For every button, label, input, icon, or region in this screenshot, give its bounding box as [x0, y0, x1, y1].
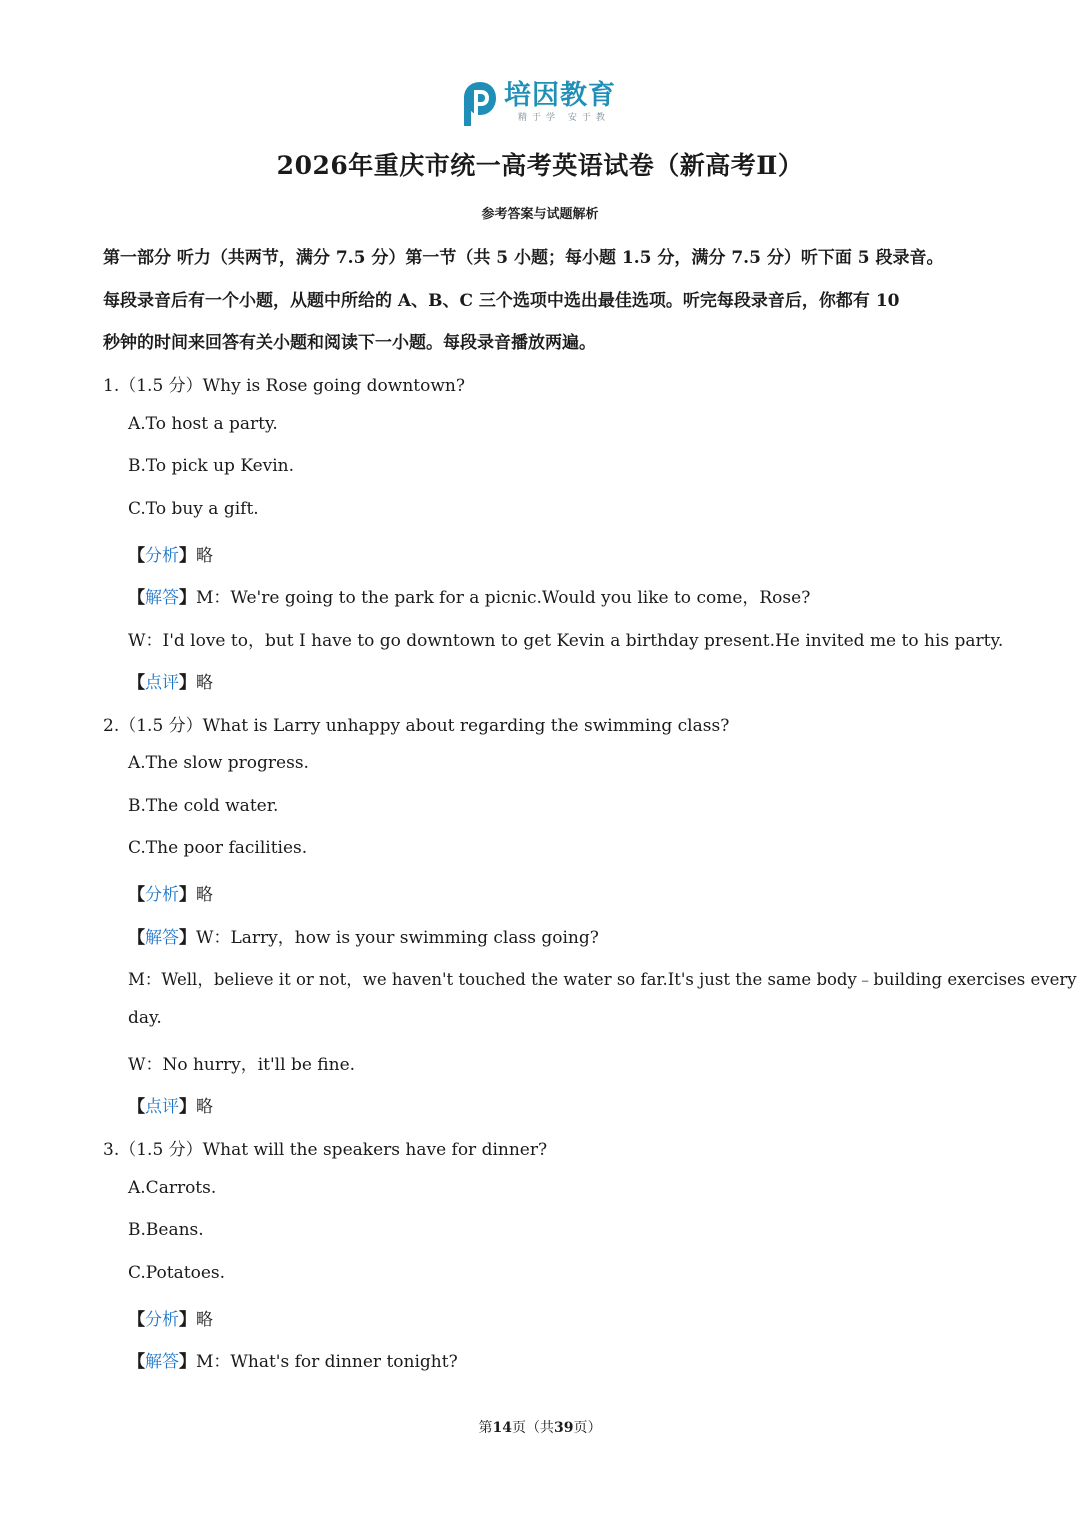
bracket-right: 】	[179, 673, 196, 693]
current-page-number: 14	[492, 1420, 512, 1436]
question-2-option-b: B.The cold water.	[128, 796, 279, 816]
question-2-answer	[128, 923, 599, 948]
analysis-text: 略	[196, 546, 213, 566]
logo-name: 培因教育	[504, 80, 616, 111]
bracket-left: 【	[128, 1352, 145, 1372]
bracket-right: 】	[179, 1097, 196, 1117]
analysis-text: 略	[196, 1310, 213, 1330]
analysis-label: 分析	[145, 546, 179, 566]
question-1-analysis	[128, 541, 213, 566]
bracket-left: 【	[128, 885, 145, 905]
question-1-stem: 1.（1.5 分）Why is Rose going downtown?	[103, 376, 465, 396]
question-2-stem: 2.（1.5 分）What is Larry unhappy about regarding the swimming class?	[103, 716, 730, 736]
question-1-comment	[128, 668, 213, 693]
answer-label: 解答	[145, 1352, 179, 1372]
logo-p-icon	[462, 80, 498, 130]
bracket-left: 【	[128, 588, 145, 608]
question-3-option-c: C.Potatoes.	[128, 1263, 226, 1283]
answer-text: W：Larry，how is your swimming class going?	[196, 928, 599, 948]
footer-suffix: 页）	[573, 1420, 602, 1436]
logo	[462, 80, 622, 132]
total-page-number: 39	[554, 1420, 574, 1436]
bracket-right: 】	[179, 1352, 196, 1372]
bracket-right: 】	[179, 885, 196, 905]
answer-label: 解答	[145, 928, 179, 948]
footer-middle: 页（共	[512, 1420, 554, 1436]
question-2-answer-line-4: W：No hurry，it'll be fine.	[128, 1055, 356, 1075]
document-title: 2026年重庆市统一高考英语试卷（新高考Ⅱ）	[276, 151, 804, 180]
footer-prefix: 第	[478, 1420, 493, 1436]
bracket-right: 】	[179, 546, 196, 566]
bracket-left: 【	[128, 546, 145, 566]
comment-label: 点评	[145, 1097, 179, 1117]
answer-label: 解答	[145, 588, 179, 608]
page-footer	[0, 1417, 1080, 1437]
question-3-option-a: A.Carrots.	[128, 1178, 217, 1198]
question-1-option-c: C.To buy a gift.	[128, 499, 259, 519]
intro-line-3: 秒钟的时间来回答有关小题和阅读下一小题。每段录音播放两遍。	[103, 333, 596, 353]
bracket-left: 【	[128, 1097, 145, 1117]
question-1-answer	[128, 583, 810, 608]
analysis-text: 略	[196, 885, 213, 905]
bracket-left: 【	[128, 673, 145, 693]
comment-label: 点评	[145, 673, 179, 693]
question-2-option-c: C.The poor facilities.	[128, 838, 308, 858]
bracket-right: 】	[179, 588, 196, 608]
question-2-analysis	[128, 880, 213, 905]
document-subtitle: 参考答案与试题解析	[481, 207, 599, 222]
question-3-answer	[128, 1347, 458, 1372]
analysis-label: 分析	[145, 1310, 179, 1330]
answer-text: M：What's for dinner tonight?	[196, 1352, 458, 1372]
question-2-comment	[128, 1092, 213, 1117]
question-1-option-a: A.To host a party.	[128, 414, 278, 434]
question-3-option-b: B.Beans.	[128, 1220, 204, 1240]
comment-text: 略	[196, 1097, 213, 1117]
question-3-stem: 3.（1.5 分）What will the speakers have for dinner?	[103, 1140, 548, 1160]
question-2-option-a: A.The slow progress.	[128, 753, 309, 773]
question-2-answer-line-2: M：Well，believe it or not，we haven't touched the water so far.It's just the same body﹣building exercises every	[128, 970, 1077, 989]
intro-line-1: 第一部分 听力（共两节，满分 7.5 分）第一节（共 5 小题；每小题 1.5 分，满分 7.5 分）听下面 5 段录音。	[103, 248, 944, 268]
analysis-label: 分析	[145, 885, 179, 905]
comment-text: 略	[196, 673, 213, 693]
answer-text: M：We're going to the park for a picnic.Would you like to come，Rose?	[196, 588, 811, 608]
bracket-left: 【	[128, 1310, 145, 1330]
question-3-analysis	[128, 1305, 213, 1330]
question-2-answer-line-3: day.	[128, 1008, 162, 1028]
bracket-right: 】	[179, 928, 196, 948]
bracket-right: 】	[179, 1310, 196, 1330]
question-1-option-b: B.To pick up Kevin.	[128, 456, 295, 476]
logo-slogan: 精于学 安于教	[518, 113, 610, 123]
bracket-left: 【	[128, 928, 145, 948]
intro-line-2: 每段录音后有一个小题，从题中所给的 A、B、C 三个选项中选出最佳选项。听完每段录音后，你都有 10	[103, 291, 900, 311]
question-1-answer-line-2: W：I'd love to，but I have to go downtown to get Kevin a birthday present.He invited me to his party.	[128, 631, 1004, 651]
